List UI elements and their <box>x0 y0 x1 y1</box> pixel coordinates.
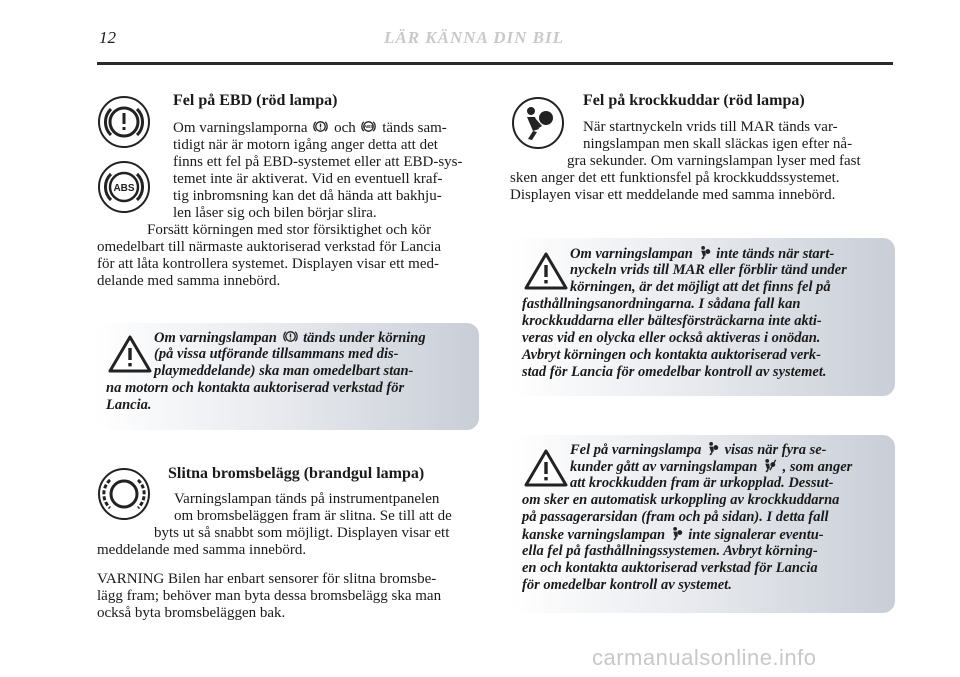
note-airbag-line-2: nyckeln vrids till MAR eller förblir tänd under <box>570 262 847 278</box>
brake-pads-heading: Slitna bromsbelägg (brandgul lampa) <box>168 465 425 482</box>
ebd-line-4: temet inte är aktiverat. Vid en eventuell kraf- <box>173 171 443 187</box>
ebd-heading: Fel på EBD (röd lampa) <box>173 92 338 109</box>
note-airbag-line-1: Om varningslampan inte tänds när start- <box>570 246 835 262</box>
ebd-line-8: omedelbart till närmaste auktoriserad verkstad för Lancia <box>97 239 442 255</box>
note-deact-line-2: kunder gått av varningslampan , som anger <box>570 459 853 475</box>
note-deact-line-5: på passagerarsidan (fram och på sidan). I detta fall <box>522 509 829 525</box>
note-ebd-line-4: na motorn och kontakta auktoriserad verkstad för <box>106 380 405 396</box>
note-ebd-line-1: Om varningslampan tänds under körning <box>154 330 426 346</box>
note-deact-line-3: att krockkudden fram är urkopplad. Dessut- <box>570 475 834 491</box>
brake-warning-inline-icon <box>313 119 328 134</box>
airbag-inline-icon <box>671 526 683 541</box>
ebd-line-1: Om varningslamporna och ABS tänds sam- <box>173 120 447 136</box>
abs-warning-icon <box>97 160 151 214</box>
svg-text:ABS: ABS <box>113 183 135 194</box>
svg-text:ABS: ABS <box>364 124 374 130</box>
ebd-line-3: finns ett fel på EBD-systemet eller att EBD-sys- <box>173 154 463 170</box>
note-deact-line-8: en och kontakta auktoriserad verkstad för Lancia <box>522 560 818 576</box>
brake-warning-icon <box>97 95 151 149</box>
brake-pads-line-2: om bromsbeläggen fram är slitna. Se till att de <box>174 508 452 524</box>
airbag-line-4: sken anger det ett funktionsfel på krockkuddssystemet. <box>510 170 840 186</box>
airbag-heading: Fel på krockkuddar (röd lampa) <box>583 92 805 109</box>
ebd-line-5: tig inbromsning kan det då hända att bakhju- <box>173 188 442 204</box>
note-airbag-line-4: fasthållningsanordningarna. I sådana fall kan <box>522 296 801 312</box>
ebd-line-2: tidigt när är motorn igång anger detta att det <box>173 137 438 153</box>
brake-pads-line-4: meddelande med samma innebörd. <box>97 542 307 558</box>
ebd-line-9: för att låta kontrollera systemet. Displayen visar ett med- <box>97 256 439 272</box>
note-airbag-line-3: körningen, är det möjligt att det finns fel på <box>570 279 831 295</box>
airbag-line-5: Displayen visar ett meddelande med samma innebörd. <box>510 187 836 203</box>
airbag-inline-icon <box>707 441 719 456</box>
note-airbag-line-6: veras vid en olycka eller också aktiveras i onödan. <box>522 330 821 346</box>
brake-pads-line-6: lägg fram; behöver man byta dessa bromsbelägg ska man <box>97 588 442 604</box>
note-ebd-line-5: Lancia. <box>106 397 152 413</box>
note-airbag-line-8: stad för Lancia för omedelbar kontroll av systemet. <box>522 364 827 380</box>
airbag-inline-icon <box>699 245 711 260</box>
chapter-title: LÄR KÄNNA DIN BIL <box>384 28 564 47</box>
airbag-line-1: När startnyckeln vrids till MAR tänds var- <box>583 119 838 135</box>
ebd-line-6: len låser sig och bilen börjar slira. <box>173 205 377 221</box>
note-airbag-line-7: Avbryt körningen och kontakta auktoriserad verk- <box>522 347 822 363</box>
airbag-off-inline-icon <box>763 458 777 473</box>
warning-note-airbag <box>510 238 895 396</box>
airbag-line-2: ningslampan men skall släckas igen efter nå- <box>583 136 853 152</box>
ebd-line-10: delande med samma innebörd. <box>97 273 281 289</box>
note-deact-line-9: för omedelbar kontroll av systemet. <box>522 577 732 593</box>
brake-pad-wear-icon <box>97 467 151 521</box>
note-deact-line-4: om sker en automatisk urkoppling av krockkuddarna <box>522 492 840 508</box>
warning-triangle-icon <box>524 449 568 487</box>
brake-pads-line-5: VARNING Bilen har enbart sensorer för slitna bromsbe- <box>97 571 437 587</box>
note-ebd-line-3: playmeddelande) ska man omedelbart stan- <box>154 363 414 379</box>
warning-note-ebd <box>94 323 479 430</box>
note-deact-line-6: kanske varningslampan inte signalerar eventu- <box>522 527 824 543</box>
warning-note-airbag-deactivation <box>510 435 895 613</box>
warning-triangle-icon <box>108 335 152 373</box>
note-airbag-line-5: krockkuddarna eller bältesförsträckarna inte akti- <box>522 313 822 329</box>
airbag-warning-icon <box>511 96 565 150</box>
note-deact-line-7: ella fel på fasthållningssystemen. Avbryt körning- <box>522 543 818 559</box>
brake-pads-line-1: Varningslampan tänds på instrumentpanelen <box>174 491 440 507</box>
brake-warning-inline-icon <box>283 329 298 344</box>
note-ebd-line-2: (på vissa utförande tillsammans med dis- <box>154 346 399 362</box>
watermark: carmanualsonline.info <box>592 645 817 670</box>
page-number: 12 <box>99 28 116 47</box>
abs-inline-icon <box>361 119 376 134</box>
airbag-line-3: gra sekunder. Om varningslampan lyser med fast <box>567 153 861 169</box>
warning-triangle-icon <box>524 252 568 290</box>
note-deact-line-1: Fel på varningslampa visas när fyra se- <box>570 442 827 458</box>
brake-pads-line-3: byts ut så snabbt som möjligt. Displayen visar ett <box>154 525 450 541</box>
header-divider <box>97 62 893 65</box>
ebd-line-7: Forsätt körningen med stor försiktighet och kör <box>147 222 432 238</box>
brake-pads-line-7: också byta bromsbeläggen bak. <box>97 605 286 621</box>
